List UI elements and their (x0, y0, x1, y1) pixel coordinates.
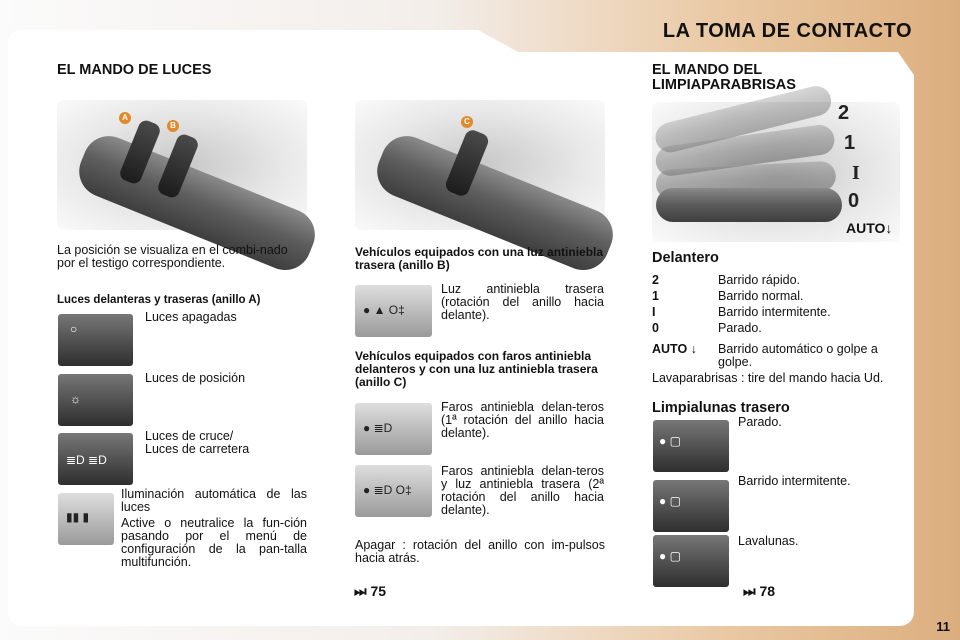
rear-wiper-off-label: Parado. (738, 415, 782, 429)
front-fog-icon: ● ≣D (355, 403, 432, 455)
sidelights-icon: ☼ (58, 374, 133, 426)
pos-label-1: 1 (844, 132, 856, 154)
front-fog-text-1: Faros antiniebla delan-teros (1ª rotación del anillo hacia delante). (441, 400, 604, 440)
auto-tag: AUTO↓ (846, 220, 893, 236)
auto-lighting-icon: ▮▮ ▮ (58, 493, 114, 545)
auto-lighting-label: Iluminación automática de las luces (121, 487, 307, 514)
lights-off-label: Luces apagadas (145, 310, 237, 324)
lights-section-title: EL MANDO DE LUCES (57, 62, 212, 78)
front-wiper-title: Delantero (652, 250, 719, 266)
badge-a: A (119, 112, 131, 124)
wiper-text-auto: Barrido automático o golpe a golpe. (718, 342, 878, 369)
pos-label-0: 0 (848, 190, 860, 212)
rear-wiper-intermittent-icon: ● ▢ (653, 480, 729, 532)
wiper-text-0: Parado. (718, 321, 762, 335)
rear-wiper-intermittent-label: Barrido intermitente. (738, 474, 851, 488)
light-stalk-photo (57, 100, 307, 230)
wiper-stalk-photo (652, 102, 900, 242)
wiper-stalk (656, 188, 842, 222)
wiper-text-i: Barrido intermitente. (718, 305, 831, 319)
badge-b: B (167, 120, 179, 132)
rear-fog-title: Vehículos equipados con una luz antiniebla trasera (anillo B) (355, 245, 604, 272)
pos-label-2: 2 (838, 102, 850, 124)
wiper-key-auto: AUTO ↓ (652, 342, 697, 356)
rear-washer-icon: ● ▢ (653, 535, 729, 587)
rear-fog-icon: ● ▲ O‡ (355, 285, 432, 337)
page-number: 11 (936, 619, 950, 634)
front-rear-title: Luces delanteras y traseras (anillo A) (57, 294, 261, 306)
fog-stalk-photo (355, 100, 605, 230)
wiper-key-0: 0 (652, 321, 659, 335)
see-page-ref-78[interactable]: ⏭ 78 (743, 583, 776, 599)
arrow-down-icon: ↓ (690, 342, 697, 356)
lights-off-icon: ○ (58, 314, 133, 366)
wiper-key-2: 2 (652, 273, 659, 287)
washer-text: Lavaparabrisas : tire del mando hacia Ud. (652, 371, 884, 385)
dipped-beam-icon: ≣D ≣D (58, 433, 133, 485)
dipped-beam-label: Luces de cruce/ Luces de carretera (145, 429, 250, 456)
front-fog-title: Vehículos equipados con faros antiniebla delanteros y con una luz antiniebla trasera (anillo C) (355, 349, 598, 389)
front-fog-text-2: Faros antiniebla delan-teros y luz antiniebla trasera (2ª rotación del anillo hacia delante). (441, 464, 604, 517)
arrow-down-icon: ↓ (885, 220, 893, 236)
pos-label-i: I (852, 162, 860, 184)
lights-intro: La posición se visualiza en el combi-nado por el testigo correspondiente. (57, 243, 288, 270)
wiper-text-1: Barrido normal. (718, 289, 804, 303)
sidelights-label: Luces de posición (145, 371, 246, 385)
rear-wiper-off-icon: ● ▢ (653, 420, 729, 472)
auto-lighting-text: Active o neutralice la fun-ción pasando por el menú de configuración de la pan-talla multifunción. (121, 516, 307, 569)
front-rear-fog-icon: ● ≣D O‡ (355, 465, 432, 517)
wipers-section-title: EL MANDO DEL LIMPIAPARABRISAS (652, 62, 796, 93)
wiper-key-i: I (652, 305, 656, 319)
rear-washer-label: Lavalunas. (738, 534, 799, 548)
wiper-text-2: Barrido rápido. (718, 273, 800, 287)
rear-wiper-title: Limpialunas trasero (652, 400, 790, 416)
rear-fog-text: Luz antiniebla trasera (rotación del anillo hacia delante). (441, 282, 604, 322)
fog-off-text: Apagar : rotación del anillo con im-pulsos hacia atrás. (355, 538, 605, 565)
see-page-ref-75[interactable]: ⏭ 75 (354, 583, 387, 599)
next-page-icon: ⏭ (354, 583, 367, 599)
wiper-key-1: 1 (652, 289, 659, 303)
badge-c: C (461, 116, 473, 128)
page-title: LA TOMA DE CONTACTO (662, 20, 912, 42)
next-page-icon: ⏭ (743, 583, 756, 599)
